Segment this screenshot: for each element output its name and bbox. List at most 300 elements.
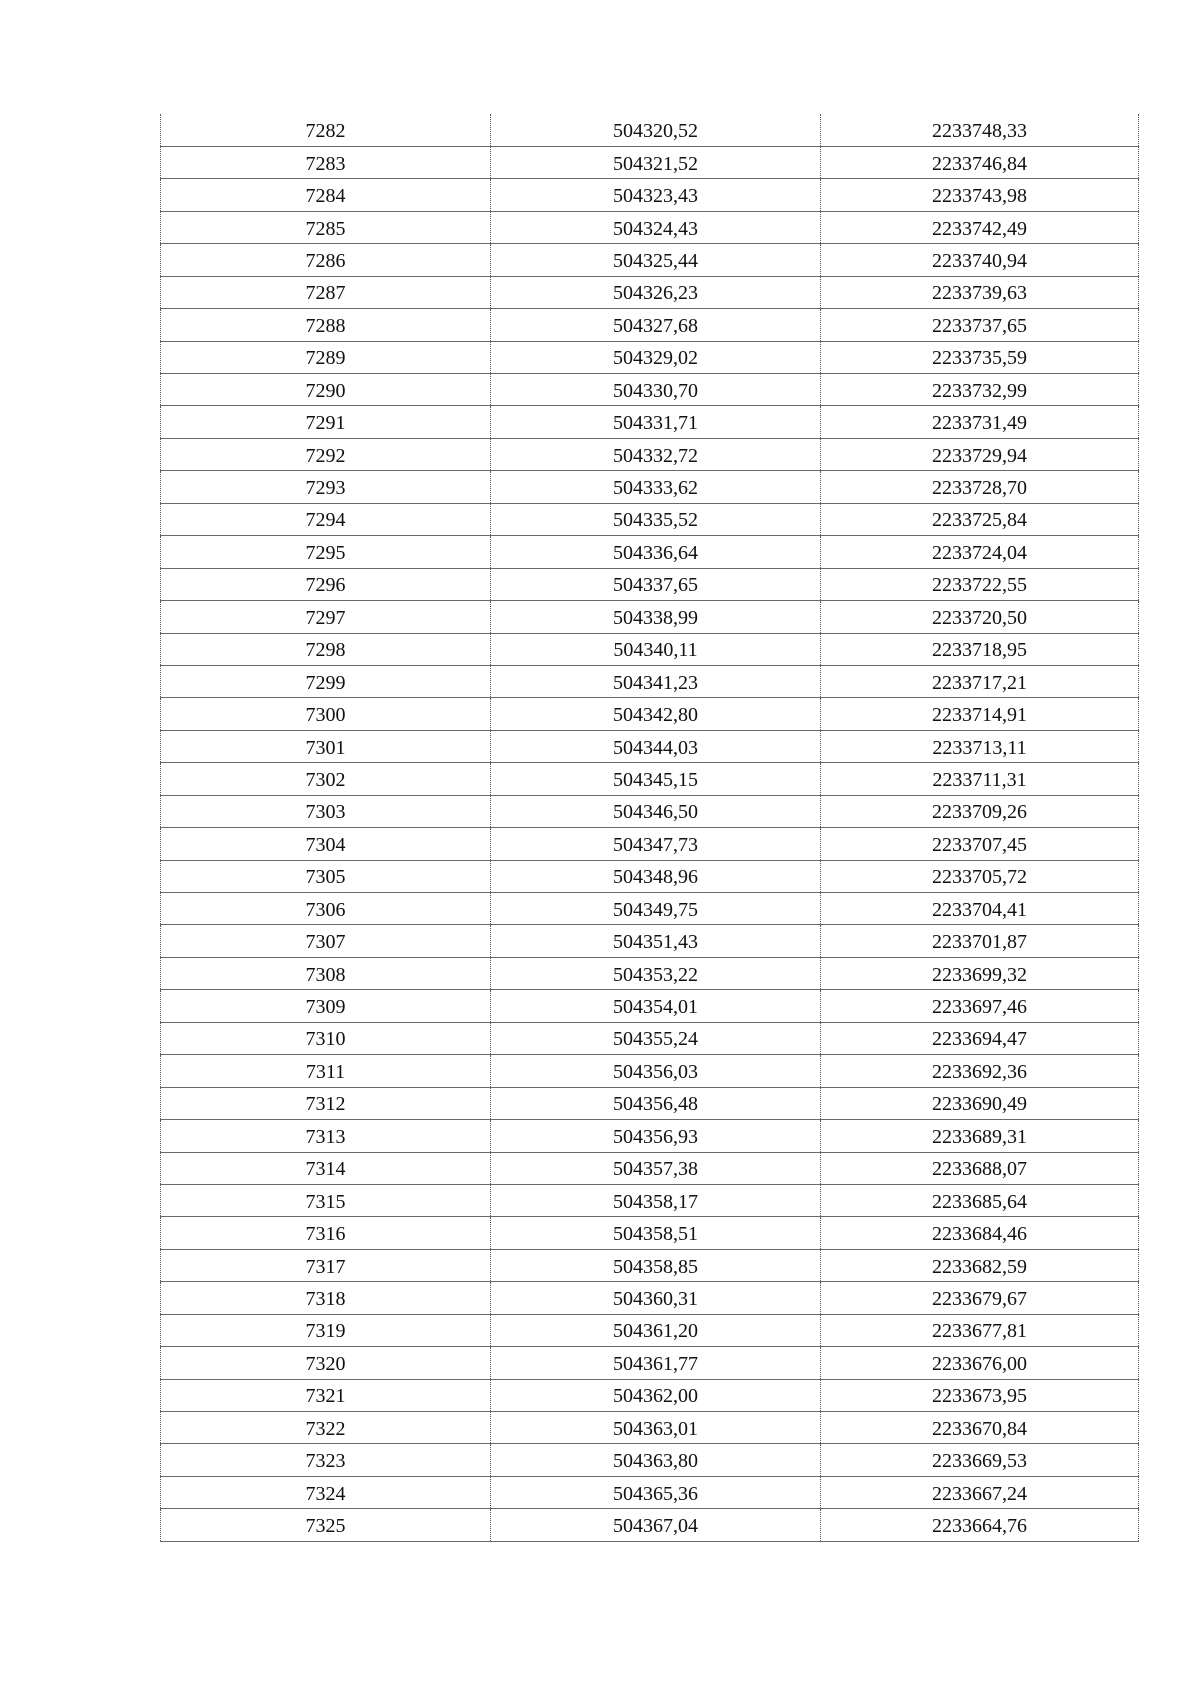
cell-text: 2233688,07	[932, 1158, 1027, 1181]
cell-text: 504326,23	[613, 282, 698, 305]
point-number-cell	[161, 665, 491, 697]
x-coordinate-cell	[491, 536, 821, 568]
point-number-cell	[161, 1184, 491, 1216]
cell-text: 7319	[305, 1320, 346, 1343]
y-coordinate-cell	[821, 179, 1139, 211]
table-row	[161, 1314, 1139, 1346]
y-coordinate-cell	[821, 1347, 1139, 1379]
y-coordinate-cell	[821, 730, 1139, 762]
x-coordinate-cell	[491, 471, 821, 503]
cell-text: 2233732,99	[932, 379, 1027, 402]
cell-text: 7314	[305, 1158, 346, 1181]
cell-text: 7325	[305, 1515, 346, 1538]
table-row	[161, 1249, 1139, 1281]
coordinates-table-body	[161, 114, 1139, 1541]
point-number-cell	[161, 925, 491, 957]
x-coordinate-cell	[491, 1152, 821, 1184]
cell-text: 7293	[305, 477, 346, 500]
cell-text: 504357,38	[613, 1158, 698, 1181]
point-number-cell	[161, 828, 491, 860]
cell-text: 7307	[305, 931, 346, 954]
cell-text: 504358,51	[613, 1223, 698, 1246]
table-row	[161, 1152, 1139, 1184]
cell-text: 504338,99	[613, 606, 698, 629]
x-coordinate-cell	[491, 568, 821, 600]
cell-text: 504330,70	[613, 379, 698, 402]
cell-text: 7287	[305, 282, 346, 305]
cell-text: 7304	[305, 833, 346, 856]
cell-text: 504358,17	[613, 1190, 698, 1213]
cell-text: 2233701,87	[932, 931, 1027, 954]
cell-text: 2233684,46	[932, 1223, 1027, 1246]
point-number-cell	[161, 1217, 491, 1249]
table-row	[161, 341, 1139, 373]
cell-text: 504349,75	[613, 898, 698, 921]
x-coordinate-cell	[491, 179, 821, 211]
point-number-cell	[161, 601, 491, 633]
point-number-cell	[161, 1444, 491, 1476]
cell-text: 7300	[305, 704, 346, 727]
point-number-cell	[161, 1152, 491, 1184]
x-coordinate-cell	[491, 795, 821, 827]
point-number-cell	[161, 1476, 491, 1508]
cell-text: 504362,00	[613, 1385, 698, 1408]
point-number-cell	[161, 1509, 491, 1541]
table-row	[161, 990, 1139, 1022]
cell-text: 7288	[305, 314, 346, 337]
cell-text: 2233737,65	[932, 314, 1027, 337]
point-number-cell	[161, 1412, 491, 1444]
x-coordinate-cell	[491, 276, 821, 308]
y-coordinate-cell	[821, 1444, 1139, 1476]
y-coordinate-cell	[821, 276, 1139, 308]
cell-text: 504356,03	[613, 1060, 698, 1083]
y-coordinate-cell	[821, 795, 1139, 827]
table-row	[161, 1120, 1139, 1152]
cell-text: 2233679,67	[932, 1287, 1027, 1310]
cell-text: 504324,43	[613, 217, 698, 240]
cell-text: 504341,23	[613, 671, 698, 694]
point-number-cell	[161, 1314, 491, 1346]
cell-text: 7299	[305, 671, 346, 694]
cell-text: 2233697,46	[932, 996, 1027, 1019]
table-row	[161, 179, 1139, 211]
cell-text: 7292	[305, 444, 346, 467]
cell-text: 7301	[305, 736, 346, 759]
y-coordinate-cell	[821, 114, 1139, 146]
x-coordinate-cell	[491, 990, 821, 1022]
x-coordinate-cell	[491, 1184, 821, 1216]
y-coordinate-cell	[821, 1120, 1139, 1152]
x-coordinate-cell	[491, 828, 821, 860]
cell-text: 2233720,50	[932, 606, 1027, 629]
point-number-cell	[161, 536, 491, 568]
table-row	[161, 763, 1139, 795]
cell-text: 2233709,26	[932, 801, 1027, 824]
x-coordinate-cell	[491, 698, 821, 730]
cell-text: 504363,01	[613, 1417, 698, 1440]
cell-text: 2233685,64	[932, 1190, 1027, 1213]
table-row	[161, 211, 1139, 243]
y-coordinate-cell	[821, 893, 1139, 925]
table-row	[161, 730, 1139, 762]
cell-text: 7318	[305, 1287, 346, 1310]
cell-text: 504354,01	[613, 996, 698, 1019]
point-number-cell	[161, 406, 491, 438]
point-number-cell	[161, 1282, 491, 1314]
cell-text: 2233725,84	[932, 509, 1027, 532]
y-coordinate-cell	[821, 763, 1139, 795]
y-coordinate-cell	[821, 925, 1139, 957]
y-coordinate-cell	[821, 698, 1139, 730]
cell-text: 2233729,94	[932, 444, 1027, 467]
x-coordinate-cell	[491, 503, 821, 535]
x-coordinate-cell	[491, 1217, 821, 1249]
cell-text: 7297	[305, 606, 346, 629]
cell-text: 504363,80	[613, 1450, 698, 1473]
table-row	[161, 860, 1139, 892]
cell-text: 504347,73	[613, 833, 698, 856]
table-row	[161, 1217, 1139, 1249]
x-coordinate-cell	[491, 633, 821, 665]
cell-text: 7302	[305, 768, 346, 791]
x-coordinate-cell	[491, 1055, 821, 1087]
y-coordinate-cell	[821, 665, 1139, 697]
cell-text: 504333,62	[613, 477, 698, 500]
x-coordinate-cell	[491, 211, 821, 243]
cell-text: 7315	[305, 1190, 346, 1213]
y-coordinate-cell	[821, 1412, 1139, 1444]
cell-text: 2233699,32	[932, 963, 1027, 986]
table-row	[161, 1184, 1139, 1216]
x-coordinate-cell	[491, 1314, 821, 1346]
cell-text: 2233670,84	[932, 1417, 1027, 1440]
cell-text: 7289	[305, 347, 346, 370]
cell-text: 2233707,45	[932, 833, 1027, 856]
cell-text: 2233689,31	[932, 1125, 1027, 1148]
table-row	[161, 536, 1139, 568]
cell-text: 2233731,49	[932, 412, 1027, 435]
cell-text: 7282	[305, 119, 346, 142]
cell-text: 504344,03	[613, 736, 698, 759]
point-number-cell	[161, 1120, 491, 1152]
x-coordinate-cell	[491, 730, 821, 762]
table-row	[161, 1055, 1139, 1087]
table-row	[161, 1022, 1139, 1054]
cell-text: 504342,80	[613, 704, 698, 727]
y-coordinate-cell	[821, 374, 1139, 406]
point-number-cell	[161, 730, 491, 762]
x-coordinate-cell	[491, 1022, 821, 1054]
cell-text: 504356,48	[613, 1093, 698, 1116]
table-row	[161, 893, 1139, 925]
y-coordinate-cell	[821, 146, 1139, 178]
y-coordinate-cell	[821, 471, 1139, 503]
cell-text: 2233713,11	[932, 736, 1027, 759]
x-coordinate-cell	[491, 925, 821, 957]
table-row	[161, 1379, 1139, 1411]
cell-text: 7295	[305, 541, 346, 564]
cell-text: 504361,77	[613, 1352, 698, 1375]
y-coordinate-cell	[821, 309, 1139, 341]
x-coordinate-cell	[491, 763, 821, 795]
cell-text: 2233735,59	[932, 347, 1027, 370]
cell-text: 2233704,41	[932, 898, 1027, 921]
cell-text: 7322	[305, 1417, 346, 1440]
point-number-cell	[161, 893, 491, 925]
table-row	[161, 1347, 1139, 1379]
y-coordinate-cell	[821, 860, 1139, 892]
table-row	[161, 568, 1139, 600]
cell-text: 2233740,94	[932, 249, 1027, 272]
point-number-cell	[161, 179, 491, 211]
cell-text: 7320	[305, 1352, 346, 1375]
point-number-cell	[161, 211, 491, 243]
y-coordinate-cell	[821, 244, 1139, 276]
cell-text: 7283	[305, 152, 346, 175]
y-coordinate-cell	[821, 1509, 1139, 1541]
cell-text: 2233714,91	[932, 704, 1027, 727]
cell-text: 7313	[305, 1125, 346, 1148]
table-row	[161, 438, 1139, 470]
x-coordinate-cell	[491, 1282, 821, 1314]
cell-text: 504346,50	[613, 801, 698, 824]
cell-text: 504331,71	[613, 412, 698, 435]
x-coordinate-cell	[491, 1509, 821, 1541]
cell-text: 504323,43	[613, 185, 698, 208]
x-coordinate-cell	[491, 114, 821, 146]
x-coordinate-cell	[491, 893, 821, 925]
cell-text: 7284	[305, 185, 346, 208]
table-row	[161, 146, 1139, 178]
cell-text: 2233664,76	[932, 1515, 1027, 1538]
cell-text: 2233746,84	[932, 152, 1027, 175]
point-number-cell	[161, 471, 491, 503]
point-number-cell	[161, 244, 491, 276]
x-coordinate-cell	[491, 1379, 821, 1411]
cell-text: 7321	[305, 1385, 346, 1408]
x-coordinate-cell	[491, 1347, 821, 1379]
x-coordinate-cell	[491, 1476, 821, 1508]
cell-text: 7294	[305, 509, 346, 532]
x-coordinate-cell	[491, 860, 821, 892]
y-coordinate-cell	[821, 1282, 1139, 1314]
cell-text: 504345,15	[613, 768, 698, 791]
y-coordinate-cell	[821, 438, 1139, 470]
cell-text: 7310	[305, 1028, 346, 1051]
cell-text: 2233718,95	[932, 639, 1027, 662]
cell-text: 7286	[305, 249, 346, 272]
cell-text: 2233694,47	[932, 1028, 1027, 1051]
cell-text: 7309	[305, 996, 346, 1019]
coordinates-table	[160, 114, 1139, 1542]
x-coordinate-cell	[491, 406, 821, 438]
x-coordinate-cell	[491, 146, 821, 178]
point-number-cell	[161, 568, 491, 600]
cell-text: 504361,20	[613, 1320, 698, 1343]
table-row	[161, 406, 1139, 438]
table-row	[161, 1476, 1139, 1508]
point-number-cell	[161, 1087, 491, 1119]
y-coordinate-cell	[821, 1217, 1139, 1249]
y-coordinate-cell	[821, 406, 1139, 438]
y-coordinate-cell	[821, 1476, 1139, 1508]
table-row	[161, 633, 1139, 665]
x-coordinate-cell	[491, 374, 821, 406]
point-number-cell	[161, 633, 491, 665]
table-row	[161, 957, 1139, 989]
cell-text: 2233667,24	[932, 1482, 1027, 1505]
point-number-cell	[161, 276, 491, 308]
y-coordinate-cell	[821, 633, 1139, 665]
cell-text: 2233724,04	[932, 541, 1027, 564]
cell-text: 2233692,36	[932, 1060, 1027, 1083]
cell-text: 2233677,81	[932, 1320, 1027, 1343]
point-number-cell	[161, 114, 491, 146]
y-coordinate-cell	[821, 990, 1139, 1022]
table-row	[161, 601, 1139, 633]
table-row	[161, 1412, 1139, 1444]
cell-text: 7290	[305, 379, 346, 402]
x-coordinate-cell	[491, 1120, 821, 1152]
y-coordinate-cell	[821, 536, 1139, 568]
x-coordinate-cell	[491, 1087, 821, 1119]
x-coordinate-cell	[491, 341, 821, 373]
cell-text: 7303	[305, 801, 346, 824]
table-row	[161, 698, 1139, 730]
y-coordinate-cell	[821, 957, 1139, 989]
cell-text: 2233748,33	[932, 119, 1027, 142]
cell-text: 2233739,63	[932, 282, 1027, 305]
table-row	[161, 503, 1139, 535]
y-coordinate-cell	[821, 1055, 1139, 1087]
cell-text: 7298	[305, 639, 346, 662]
table-row	[161, 374, 1139, 406]
table-row	[161, 665, 1139, 697]
x-coordinate-cell	[491, 601, 821, 633]
y-coordinate-cell	[821, 1184, 1139, 1216]
x-coordinate-cell	[491, 438, 821, 470]
point-number-cell	[161, 438, 491, 470]
y-coordinate-cell	[821, 1379, 1139, 1411]
table-row	[161, 1282, 1139, 1314]
cell-text: 504325,44	[613, 249, 698, 272]
cell-text: 7316	[305, 1223, 346, 1246]
y-coordinate-cell	[821, 1314, 1139, 1346]
cell-text: 2233728,70	[932, 477, 1027, 500]
table-row	[161, 114, 1139, 146]
point-number-cell	[161, 698, 491, 730]
cell-text: 2233690,49	[932, 1093, 1027, 1116]
cell-text: 504355,24	[613, 1028, 698, 1051]
cell-text: 504353,22	[613, 963, 698, 986]
table-row	[161, 244, 1139, 276]
cell-text: 7306	[305, 898, 346, 921]
point-number-cell	[161, 1055, 491, 1087]
point-number-cell	[161, 1249, 491, 1281]
table-row	[161, 309, 1139, 341]
cell-text: 504327,68	[613, 314, 698, 337]
y-coordinate-cell	[821, 601, 1139, 633]
cell-text: 7311	[305, 1060, 346, 1083]
cell-text: 2233722,55	[932, 574, 1027, 597]
table-row	[161, 795, 1139, 827]
point-number-cell	[161, 1347, 491, 1379]
x-coordinate-cell	[491, 309, 821, 341]
cell-text: 504332,72	[613, 444, 698, 467]
table-row	[161, 1087, 1139, 1119]
y-coordinate-cell	[821, 1152, 1139, 1184]
table-row	[161, 471, 1139, 503]
cell-text: 7324	[305, 1482, 346, 1505]
point-number-cell	[161, 146, 491, 178]
cell-text: 504340,11	[613, 639, 698, 662]
x-coordinate-cell	[491, 244, 821, 276]
cell-text: 7317	[305, 1255, 346, 1278]
cell-text: 504356,93	[613, 1125, 698, 1148]
table-row	[161, 1509, 1139, 1541]
x-coordinate-cell	[491, 1249, 821, 1281]
cell-text: 2233743,98	[932, 185, 1027, 208]
cell-text: 504321,52	[613, 152, 698, 175]
point-number-cell	[161, 763, 491, 795]
y-coordinate-cell	[821, 1087, 1139, 1119]
y-coordinate-cell	[821, 1022, 1139, 1054]
cell-text: 504348,96	[613, 866, 698, 889]
point-number-cell	[161, 503, 491, 535]
cell-text: 2233717,21	[932, 671, 1027, 694]
cell-text: 2233676,00	[932, 1352, 1027, 1375]
y-coordinate-cell	[821, 211, 1139, 243]
y-coordinate-cell	[821, 1249, 1139, 1281]
x-coordinate-cell	[491, 1412, 821, 1444]
point-number-cell	[161, 860, 491, 892]
y-coordinate-cell	[821, 828, 1139, 860]
point-number-cell	[161, 374, 491, 406]
table-row	[161, 1444, 1139, 1476]
cell-text: 504367,04	[613, 1515, 698, 1538]
cell-text: 504335,52	[613, 509, 698, 532]
point-number-cell	[161, 957, 491, 989]
point-number-cell	[161, 795, 491, 827]
cell-text: 504336,64	[613, 541, 698, 564]
cell-text: 504320,52	[613, 119, 698, 142]
point-number-cell	[161, 341, 491, 373]
cell-text: 2233705,72	[932, 866, 1027, 889]
y-coordinate-cell	[821, 568, 1139, 600]
cell-text: 7323	[305, 1450, 346, 1473]
point-number-cell	[161, 1379, 491, 1411]
cell-text: 2233669,53	[932, 1450, 1027, 1473]
cell-text: 504337,65	[613, 574, 698, 597]
cell-text: 2233711,31	[932, 768, 1027, 791]
cell-text: 7291	[305, 412, 346, 435]
x-coordinate-cell	[491, 957, 821, 989]
cell-text: 2233742,49	[932, 217, 1027, 240]
cell-text: 504358,85	[613, 1255, 698, 1278]
table-row	[161, 925, 1139, 957]
cell-text: 504329,02	[613, 347, 698, 370]
cell-text: 7285	[305, 217, 346, 240]
y-coordinate-cell	[821, 503, 1139, 535]
cell-text: 7296	[305, 574, 346, 597]
x-coordinate-cell	[491, 1444, 821, 1476]
y-coordinate-cell	[821, 341, 1139, 373]
point-number-cell	[161, 1022, 491, 1054]
cell-text: 7305	[305, 866, 346, 889]
cell-text: 504365,36	[613, 1482, 698, 1505]
cell-text: 7312	[305, 1093, 346, 1116]
